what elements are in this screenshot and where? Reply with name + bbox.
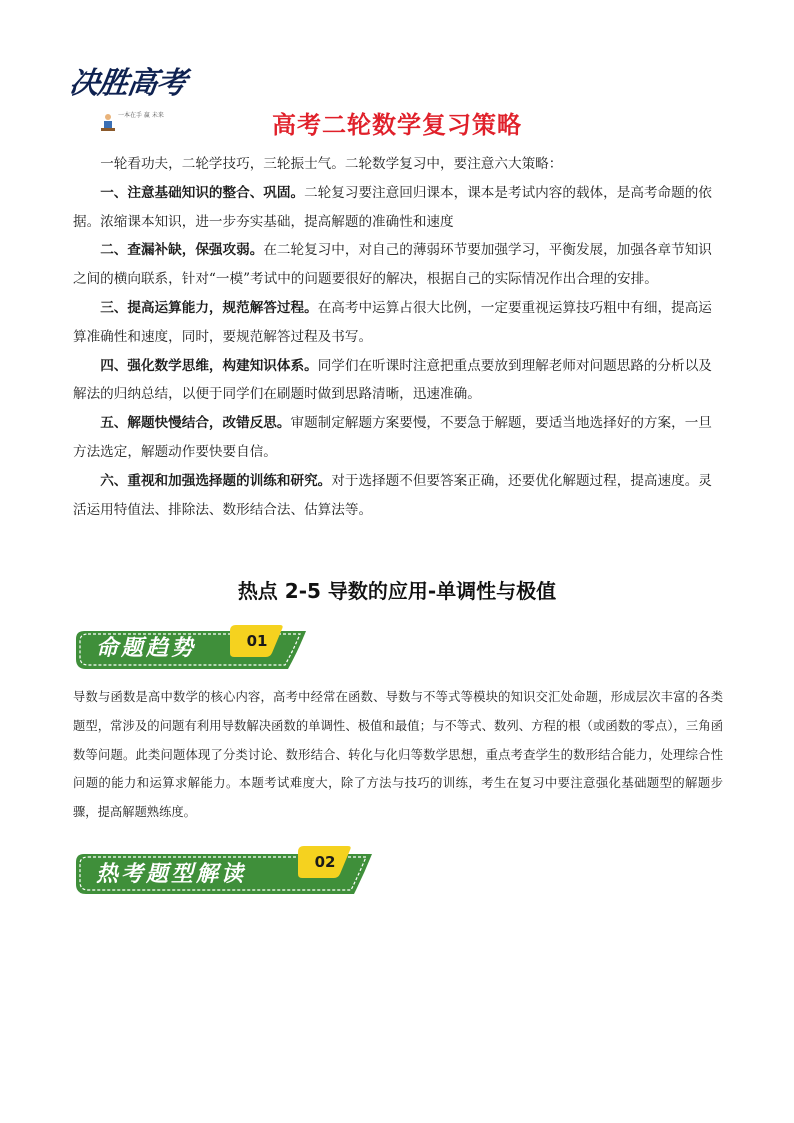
strategy-body: 二轮复习要注意回归课本，课本是考试内容的载体，是高考命题的依据。浓缩课本知识，进一步夯实基础，提高解题的准确性和速度 bbox=[73, 184, 712, 230]
hot-topic-title: 热点 2-5 导数的应用-单调性与极值 bbox=[237, 579, 557, 603]
section-number: 01 bbox=[246, 632, 268, 650]
strategy-heading: 三、提高运算能力，规范解答过程。 bbox=[100, 299, 318, 316]
strategy-item bbox=[73, 409, 723, 467]
logo-subtitle: 一本在手 赢 未来 bbox=[118, 112, 164, 119]
intro-paragraph: 一轮看功夫，二轮学技巧，三轮振士气。二轮数学复习中，要注意六大策略： bbox=[100, 156, 563, 172]
trend-text: 导数与函数是高中数学的核心内容，高考中经常在函数、导数与不等式等模块的知识交汇处命题，形成层次丰富的各类题型，常涉及的问题有利用导数解决函数的单调性、极值和最值；与不等式、数列、方程的根（或函数的零点），三角函数等问题。此类问题体现了分类讨论、数形结合、转化与化归等数学思想，重点考查学生的数形结合能力，处理综合性问题的能力和运算求解能力。本题考试难度大，除了方法与技巧的训练，考生在复习中要注意强化基础题型的解题步骤，提高解题熟练度。 bbox=[73, 690, 723, 820]
section-banner-trend bbox=[74, 625, 314, 669]
strategy-item bbox=[73, 294, 723, 352]
strategy-body: 审题制定解题方案要慢，不要急于解题，要适当地选择好的方案，一旦方法选定，解题动作要快要自信。 bbox=[73, 415, 712, 460]
strategy-body: 在二轮复习中，对自己的薄弱环节要加强学习，平衡发展，加强各章节知识之间的横向联系，针对“一模”考试中的问题要很好的解决，根据自己的实际情况作出合理的安排。 bbox=[73, 242, 712, 288]
section-label: 热考题型解读 bbox=[96, 861, 247, 887]
trend-paragraph bbox=[73, 683, 723, 827]
strategy-heading: 五、解题快慢结合，改错反思。 bbox=[100, 415, 291, 432]
strategy-item bbox=[73, 467, 723, 525]
strategy-body: 同学们在听课时注意把重点要放到理解老师对问题思路的分析以及解法的归纳总结，以便于同学们在刷题时做到思路清晰，迅速准确。 bbox=[73, 357, 712, 403]
section-number: 02 bbox=[314, 853, 336, 871]
strategy-body: 在高考中运算占很大比例，一定要重视运算技巧粗中有细，提高运算准确性和速度，同时，要规范解答过程及书写。 bbox=[73, 299, 712, 345]
strategy-heading: 六、重视和加强选择题的训练和研究。 bbox=[100, 472, 332, 489]
strategy-item bbox=[73, 352, 723, 410]
strategy-heading: 四、强化数学思维，构建知识体系。 bbox=[100, 357, 318, 374]
page-title: 高考二轮数学复习策略 bbox=[272, 111, 522, 139]
strategy-heading: 二、查漏补缺，保强攻弱。 bbox=[100, 242, 264, 259]
strategy-item bbox=[73, 236, 723, 294]
logo-text: 决胜高考 bbox=[67, 66, 188, 101]
strategy-item bbox=[73, 179, 723, 237]
section-banner-hot-types bbox=[74, 846, 374, 890]
strategy-section bbox=[73, 150, 723, 524]
section-label: 命题趋势 bbox=[96, 635, 197, 661]
strategy-heading: 一、注意基础知识的整合、巩固。 bbox=[100, 184, 305, 201]
strategy-body: 对于选择题不但要答案正确，还要优化解题过程，提高速度。灵活运用特值法、排除法、数形结合法、估算法等。 bbox=[73, 472, 712, 518]
